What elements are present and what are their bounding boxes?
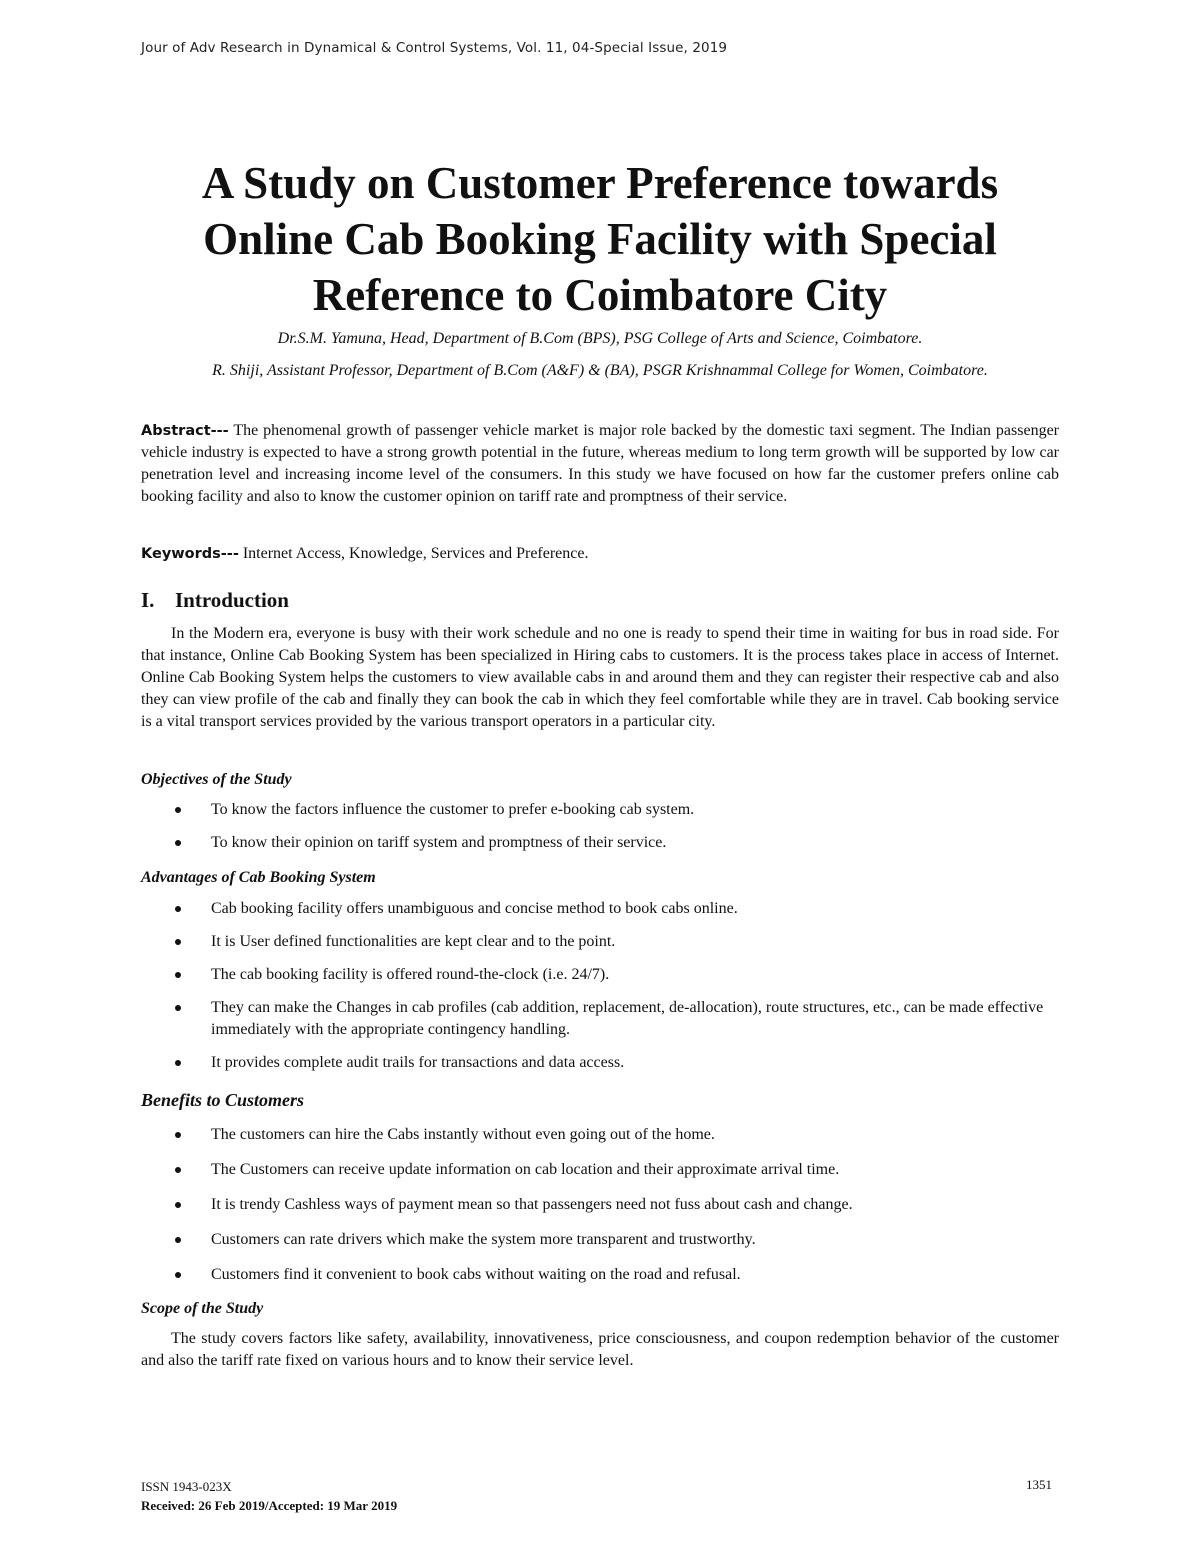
bullet-icon <box>175 1237 181 1243</box>
title-line: Online Cab Booking Facility with Special <box>203 214 997 264</box>
author-affiliation: R. Shiji, Assistant Professor, Department of B.Com (A&F) & (BA), PSGR Krishnammal College for Women, Coimbatore. <box>212 362 988 379</box>
list-item: Cab booking facility offers unambiguous and concise method to book cabs online. <box>141 898 1059 920</box>
abstract-label: Abstract--- <box>141 423 229 439</box>
scope-heading: Scope of the Study <box>141 1300 264 1317</box>
author-affiliation: Dr.S.M. Yamuna, Head, Department of B.Com (BPS), PSG College of Arts and Science, Coimbatore. <box>277 330 923 347</box>
introduction-paragraph: In the Modern era, everyone is busy with their work schedule and no one is ready to spend their time in waiting for bus in road side. For that instance, Online Cab Booking System has been specialized in Hiring cabs to customers. It is the process takes place in access of Internet. Online Cab Booking System helps the customers to view available cabs in and around them and they can register their respective cab and also they can view profile of the cab and finally they can book the cab in which they feel comfortable while they are in travel. Cab booking service is a vital transport services provided by the various transport operators in a particular city. <box>141 625 1059 730</box>
section-heading <box>141 588 289 613</box>
section-title: Introduction <box>175 588 289 612</box>
advantages-heading: Advantages of Cab Booking System <box>141 869 376 886</box>
paper-title <box>100 155 1100 323</box>
list-item: Customers find it convenient to book cabs without waiting on the road and refusal. <box>141 1264 1059 1286</box>
bullet-icon <box>175 1272 181 1278</box>
footer-info <box>141 1477 397 1515</box>
scope-paragraph: The study covers factors like safety, availability, innovativeness, price consciousness, and coupon redemption behavior of the customer and also the tariff rate fixed on various hours and to know their service level. <box>141 1330 1059 1369</box>
list-item: To know their opinion on tariff system and promptness of their service. <box>141 832 1059 854</box>
keywords <box>141 543 1059 565</box>
bullet-icon <box>175 1005 181 1011</box>
list-item: Customers can rate drivers which make the system more transparent and trustworthy. <box>141 1229 1059 1251</box>
bullet-icon <box>175 840 181 846</box>
list-item: It provides complete audit trails for transactions and data access. <box>141 1052 1059 1074</box>
list-item: It is trendy Cashless ways of payment mean so that passengers need not fuss about cash and change. <box>141 1194 1059 1216</box>
bullet-icon <box>175 972 181 978</box>
bullet-icon <box>175 906 181 912</box>
page-number: 1351 <box>1026 1477 1052 1492</box>
abstract-text: The phenomenal growth of passenger vehicle market is major role backed by the domestic taxi segment. The Indian passenger vehicle industry is expected to have a strong growth potential in the future, whereas medium to long term growth will be supported by low car penetration level and increasing income level of the consumers. In this study we have focused on how far the customer prefers online cab booking facility and also to know the customer opinion on tariff rate and promptness of their service. <box>141 422 1059 505</box>
list-item: To know the factors influence the customer to prefer e-booking cab system. <box>141 799 1059 821</box>
benefits-heading: Benefits to Customers <box>141 1090 305 1110</box>
list-item: It is User defined functionalities are kept clear and to the point. <box>141 931 1059 953</box>
advantages-list <box>141 898 1059 1085</box>
list-item: The customers can hire the Cabs instantly without even going out of the home. <box>141 1124 1059 1146</box>
bullet-icon <box>175 1202 181 1208</box>
list-item: They can make the Changes in cab profiles (cab addition, replacement, de-allocation), route structures, etc., can be made effective immediately with the appropriate contingency handling. <box>141 997 1059 1041</box>
bullet-icon <box>175 1060 181 1066</box>
issn: ISSN 1943-023X <box>141 1479 232 1494</box>
keywords-text: Internet Access, Knowledge, Services and Preference. <box>242 545 589 562</box>
abstract <box>141 420 1059 508</box>
received-accepted-dates: Received: 26 Feb 2019/Accepted: 19 Mar 2019 <box>141 1498 398 1513</box>
section-number: I. <box>141 588 155 612</box>
bullet-icon <box>175 939 181 945</box>
bullet-icon <box>175 807 181 813</box>
bullet-icon <box>175 1132 181 1138</box>
title-line: Reference to Coimbatore City <box>312 270 888 320</box>
running-header: Jour of Adv Research in Dynamical & Control Systems, Vol. 11, 04-Special Issue, 2019 <box>141 40 728 56</box>
benefits-list <box>141 1124 1059 1299</box>
objectives-list <box>141 799 1059 865</box>
keywords-label: Keywords--- <box>141 546 239 562</box>
list-item: The cab booking facility is offered round-the-clock (i.e. 24/7). <box>141 964 1059 986</box>
objectives-heading: Objectives of the Study <box>141 771 292 788</box>
bullet-icon <box>175 1167 181 1173</box>
title-line: A Study on Customer Preference towards <box>201 158 999 208</box>
author-block <box>141 328 1059 392</box>
list-item: The Customers can receive update information on cab location and their approximate arrival time. <box>141 1159 1059 1181</box>
